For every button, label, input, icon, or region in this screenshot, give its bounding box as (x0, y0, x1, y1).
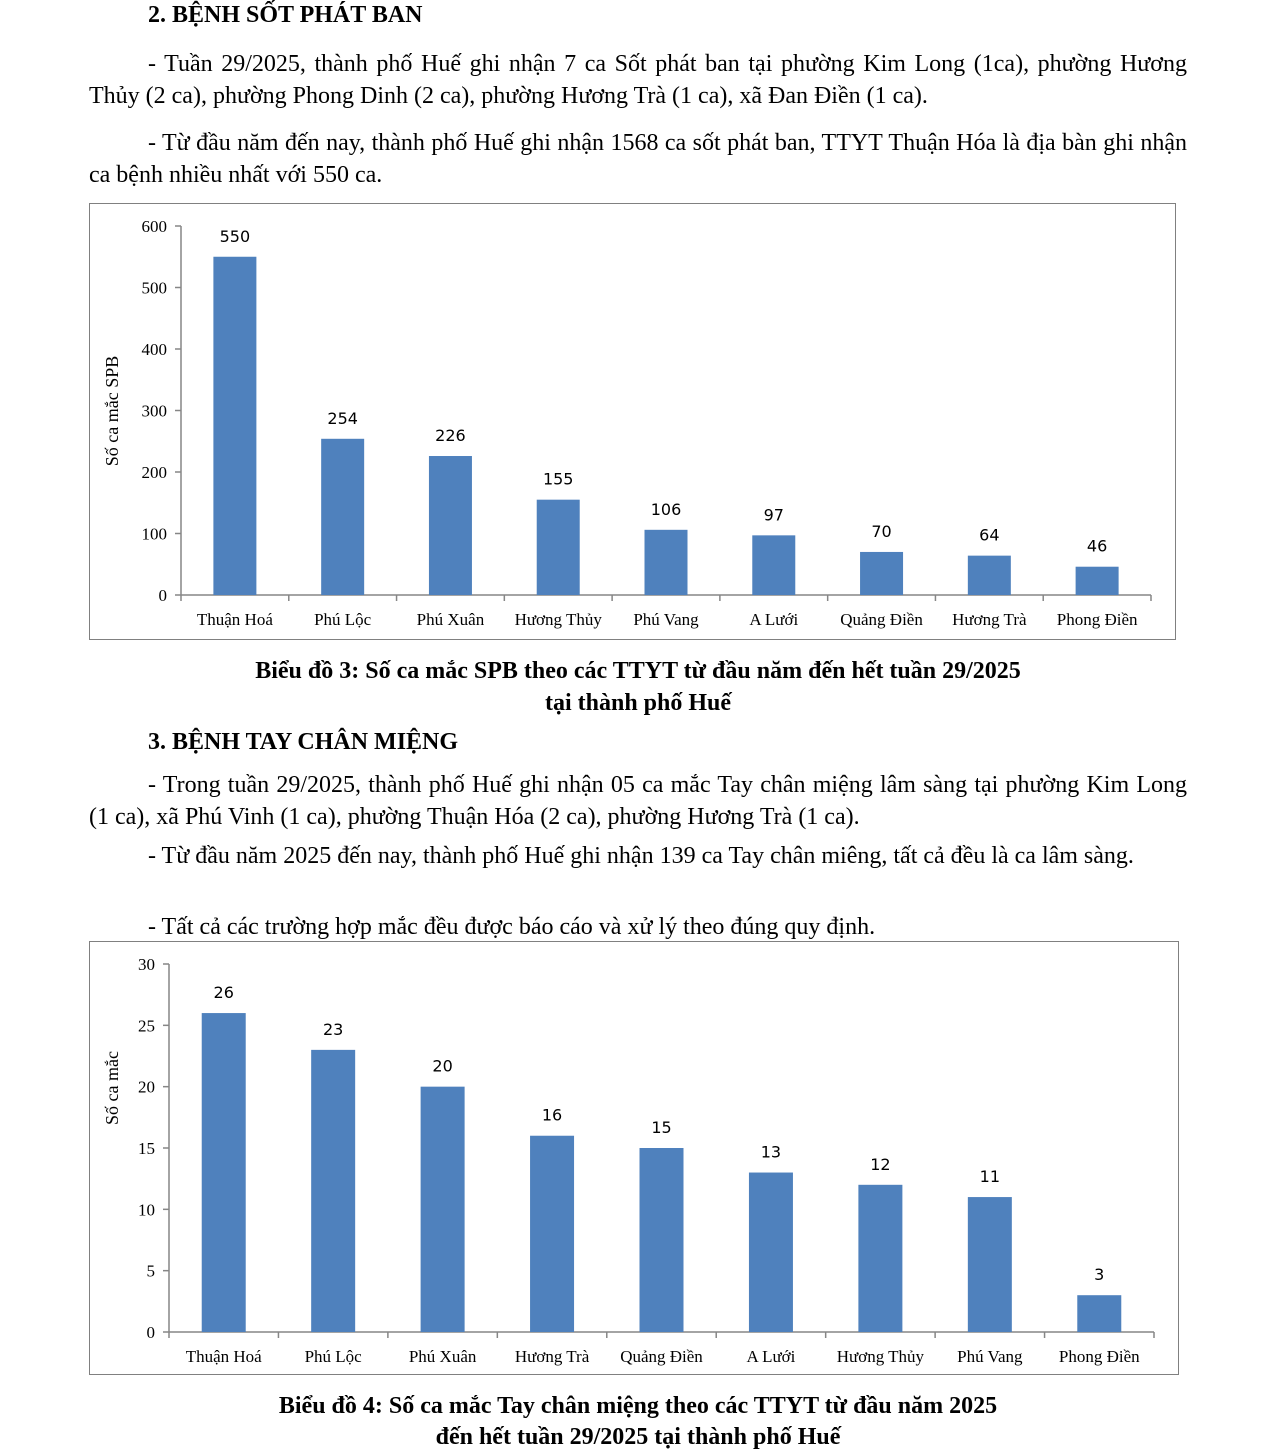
chart-4-y-tick-label: 0 (146, 1323, 155, 1342)
chart-3-data-label: 70 (871, 521, 892, 541)
chart-4-data-label: 12 (870, 1154, 891, 1174)
chart-4-caption-line-2: đến hết tuần 29/2025 tại thành phố Huế (435, 1424, 841, 1450)
chart-4-category-label: Phong Điền (1058, 1347, 1140, 1366)
chart-3-category-label: Phú Vang (633, 610, 699, 629)
chart-3-category-label: A Lưới (749, 610, 799, 629)
chart-3-category-label: Phú Xuân (416, 610, 485, 629)
chart-4-bar (311, 1050, 355, 1332)
chart-4-bar (749, 1173, 793, 1332)
chart-4-y-tick-label: 5 (146, 1261, 155, 1281)
chart-3-y-tick-label: 300 (141, 401, 167, 421)
chart-3-data-label: 46 (1086, 536, 1108, 556)
section-2-paragraph-2: - Từ đầu năm đến nay, thành phố Huế ghi nhận 1568 ca sốt phát ban, TTYT Thuận Hóa là địa bàn ghi nhận ca bệnh nhiều nhất với 550 ca. (89, 130, 1187, 188)
chart-4-data-label: 16 (541, 1105, 563, 1125)
chart-3-y-axis-title: Số ca mắc SPB (102, 355, 122, 467)
section-3-paragraph-1: - Trong tuần 29/2025, thành phố Huế ghi nhận 05 ca mắc Tay chân miệng lâm sàng tại phường Kim Long (1 ca), xã Phú Vinh (1 ca), phường Thuận Hóa (2 ca), phường Hương Trà (1 ca). (89, 772, 1187, 830)
chart-4-data-label: 3 (1094, 1265, 1105, 1285)
chart-3-bar (968, 556, 1011, 595)
chart-4-category-label: Phú Lộc (304, 1347, 362, 1366)
chart-4-category-label: Hương Thủy (836, 1347, 925, 1366)
chart-4-y-tick-label: 15 (138, 1139, 155, 1158)
chart-4-data-label: 15 (651, 1118, 672, 1137)
chart-3-bar (1076, 567, 1119, 595)
chart-3-y-tick-label: 600 (141, 217, 167, 236)
chart-4-data-label: 23 (322, 1019, 344, 1039)
chart-3-data-label: 64 (979, 525, 1000, 545)
chart-4-bar (640, 1148, 684, 1332)
section-3-heading: 3. BỆNH TAY CHÂN MIỆNG (148, 729, 459, 755)
chart-4-caption-line-1: Biểu đồ 4: Số ca mắc Tay chân miệng theo các TTYT từ đầu năm 2025 (278, 1393, 998, 1419)
chart-4-data-label: 20 (432, 1056, 453, 1076)
chart-3-data-label: 106 (650, 499, 682, 519)
chart-3-bar (213, 257, 256, 595)
chart-4-svg (90, 942, 1178, 1374)
chart-3-bar (429, 456, 472, 595)
section-2-paragraph-1: - Tuần 29/2025, thành phố Huế ghi nhận 7 ca Sốt phát ban tại phường Kim Long (1ca), phường Hương Thủy (2 ca), phường Phong Dinh (2 ca), phường Hương Trà (1 ca), xã Đan Điền (1 ca). (89, 51, 1187, 109)
chart-4-y-tick-label: 20 (138, 1077, 155, 1097)
chart-4-category-label: Quảng Điền (620, 1347, 703, 1366)
chart-3-data-label: 97 (763, 505, 784, 525)
chart-4-y-axis-title: Số ca mắc (102, 1051, 122, 1125)
chart-3-y-tick-label: 100 (141, 524, 167, 544)
chart-4-frame (89, 941, 1179, 1375)
chart-3-data-label: 226 (435, 426, 466, 446)
chart-4-category-label: Thuận Hoá (185, 1347, 262, 1366)
chart-3-svg (90, 204, 1175, 639)
chart-3-bar (321, 439, 364, 595)
chart-3-category-label: Quảng Điền (840, 610, 923, 629)
chart-4-y-tick-label: 25 (138, 1016, 155, 1036)
chart-4-data-label: 26 (213, 983, 234, 1003)
chart-3-category-label: Phong Điền (1056, 610, 1138, 629)
chart-3-y-tick-label: 0 (158, 586, 167, 605)
chart-4-bar (421, 1087, 465, 1332)
chart-4-bar (858, 1185, 902, 1332)
chart-4-category-label: A Lưới (746, 1347, 796, 1366)
chart-3-bar (645, 530, 688, 595)
chart-4-bar (202, 1013, 246, 1332)
chart-4-data-label: 11 (979, 1167, 1001, 1187)
chart-3-caption-line-1: Biểu đồ 3: Số ca mắc SPB theo các TTYT từ đầu năm đến hết tuần 29/2025 (255, 658, 1021, 684)
chart-3-data-label: 155 (542, 469, 574, 489)
section-3-paragraph-2: - Từ đầu năm 2025 đến nay, thành phố Huế ghi nhận 139 ca Tay chân miêng, tất cả đều là ca lâm sàng. (148, 843, 1134, 869)
chart-3-data-label: 254 (327, 408, 358, 428)
chart-3-data-label: 550 (219, 226, 251, 246)
chart-3-category-label: Phú Lộc (314, 610, 372, 629)
chart-4-y-tick-label: 30 (138, 955, 155, 974)
chart-4-bar (530, 1136, 574, 1332)
chart-4-data-label: 13 (760, 1142, 782, 1162)
chart-4-category-label: Phú Xuân (408, 1347, 477, 1366)
chart-4-category-label: Hương Trà (514, 1347, 590, 1366)
chart-3-category-label: Hương Trà (952, 610, 1027, 629)
chart-4-category-label: Phú Vang (957, 1347, 1023, 1366)
chart-4-y-tick-label: 10 (138, 1200, 155, 1220)
chart-3-y-tick-label: 200 (141, 463, 167, 482)
chart-3-caption-line-2: tại thành phố Huế (544, 690, 732, 716)
section-3-paragraph-3: - Tất cả các trường hợp mắc đều được báo cáo và xử lý theo đúng quy định. (148, 914, 876, 940)
section-2-heading: 2. BỆNH SỐT PHÁT BAN (148, 2, 423, 28)
chart-3-category-label: Thuận Hoá (196, 610, 273, 629)
chart-4-bar (968, 1197, 1012, 1332)
chart-4-bar (1077, 1295, 1121, 1332)
chart-3-category-label: Hương Thủy (514, 610, 602, 629)
chart-3-y-tick-label: 400 (141, 340, 167, 359)
chart-3-bar (752, 535, 795, 595)
chart-3-bar (860, 552, 903, 595)
chart-3-frame (89, 203, 1176, 640)
chart-3-bar (537, 500, 580, 595)
chart-3-y-tick-label: 500 (141, 278, 167, 298)
